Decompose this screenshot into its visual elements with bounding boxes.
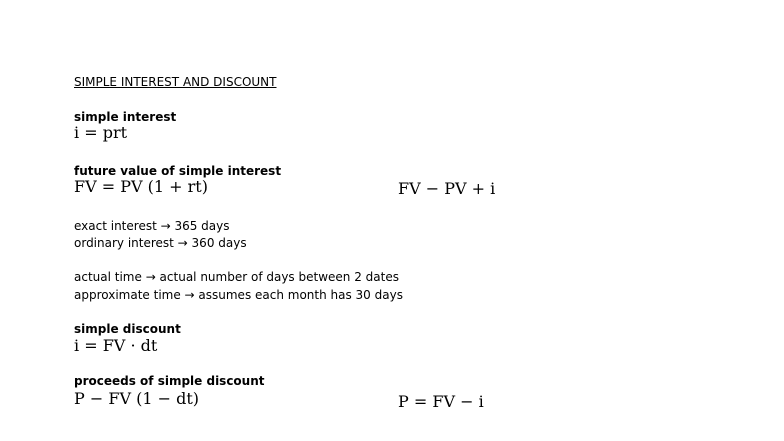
proceeds-heading: proceeds of simple discount — [74, 374, 265, 388]
simple-discount-heading: simple discount — [74, 322, 181, 336]
ordinary-interest-line: ordinary interest → 360 days — [74, 236, 247, 250]
proceeds-formula: P − FV (1 − dt) — [74, 389, 199, 408]
future-value-formula-alt: FV − PV + i — [398, 179, 496, 198]
page-title: SIMPLE INTEREST AND DISCOUNT — [74, 75, 277, 89]
approximate-time-line: approximate time → assumes each month has 30 days — [74, 288, 403, 302]
actual-time-line: actual time → actual number of days between 2 dates — [74, 270, 399, 284]
simple-discount-formula: i = FV · dt — [74, 336, 158, 355]
future-value-heading: future value of simple interest — [74, 164, 282, 178]
simple-interest-formula: i = prt — [74, 123, 128, 142]
simple-interest-heading: simple interest — [74, 110, 177, 124]
exact-interest-line: exact interest → 365 days — [74, 219, 230, 233]
proceeds-formula-alt: P = FV − i — [398, 392, 484, 411]
future-value-formula: FV = PV (1 + rt) — [74, 177, 208, 196]
